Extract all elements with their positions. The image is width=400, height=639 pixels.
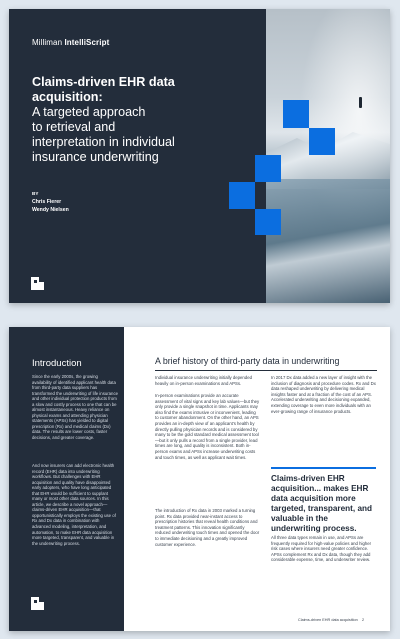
milliman-logo-icon	[31, 597, 44, 610]
cover-photo-glacier	[266, 9, 390, 303]
heading-divider	[155, 370, 377, 371]
by-label: BY	[32, 191, 39, 196]
blue-square-decoration	[229, 182, 255, 209]
body-paragraph: In 2017 Dx data added a new layer of insight with the inclusion of diagnosis and procedure codes. Rx and Dx data reshaped underwriting by delivering medical insights faster and at a fraction of the cost of an APS. Accelerated underwriting and decisioning expanded, extending coverage to even more individuals with an ever-growing range of insurance products.	[271, 375, 376, 414]
intro-paragraph: Since the early 2000s, the growing availability of identified applicant health data from third-party data suppliers has transformed the underwriting of life insurance and other individual protection products from a slow and costly process to one that can be almost instantaneous. Heavy reliance on physical exams and attending physician statements (APSs) has yielded to digital prescription (Rx) and medical claims (Dx) data. The results are lower costs, faster decisions, and greater coverage.	[32, 374, 118, 441]
page-number: 2	[361, 618, 365, 622]
photo-person-silhouette	[359, 97, 362, 108]
history-heading: A brief history of third-party data in underwriting	[155, 356, 340, 366]
cover-page	[9, 9, 390, 303]
cover-title-line: insurance underwriting	[32, 150, 159, 164]
cover-title-bold: Claims-driven EHR data acquisition:	[32, 75, 175, 104]
body-paragraph: The introduction of Rx data in 2003 marked a turning point. Rx data provided near-instant access to prescription histories that reveal health conditions and treatment patterns. This innovation significantly reduced underwriting touch times and opened the door to immediate decisioning and a greatly improved customer experience.	[155, 508, 260, 547]
brand-name: Milliman	[32, 38, 63, 47]
callout-divider	[271, 467, 376, 469]
page-footer	[298, 618, 364, 622]
blue-square-decoration	[255, 155, 281, 182]
body-paragraph: Individual insurance underwriting initially depended heavily on in-person examinations and APSs.	[155, 375, 252, 386]
cover-title-line: interpretation in individual	[32, 135, 175, 149]
cover-title-line: A targeted approach	[32, 105, 146, 119]
pull-quote: Claims-driven EHR acquisition... makes EHR data acquisition more targeted, transparent, and valuable in the underwriting process.	[271, 474, 373, 533]
blue-square-decoration	[283, 100, 309, 128]
author-name: Chris Fierer	[32, 199, 62, 205]
running-title: Claims-driven EHR data acquisition	[298, 618, 358, 622]
photo-ice-field	[266, 179, 390, 303]
body-paragraph: All three data types remain in use, and APSs are frequently required for high-value policies and higher risk cases where insurers need greater confidence. APSs complement Rx and Dx data, though they add considerable expense, time, and underwriter review.	[271, 535, 372, 563]
blue-square-decoration	[255, 209, 281, 235]
inside-page	[9, 327, 390, 631]
cover-title-line: to retrieval and	[32, 120, 116, 134]
brand-product: IntelliScript	[64, 38, 110, 47]
cover-title	[32, 75, 222, 165]
author-name: Wendy Nielsen	[32, 207, 69, 213]
intro-heading: Introduction	[32, 358, 82, 369]
blue-square-decoration	[309, 128, 335, 155]
intro-paragraph: And now insurers can add electronic health record (EHR) data into underwriting workflows. But challenges with EHR acquisition and quality have disappointed early adopters, who have long anticipated that EHR would be sufficient to supplant many or most other data sources. In this article, we describe a novel approach—claims-driven EHR acquisition—that opportunistically employs the existing use of Rx and Dx data in combination with advanced modeling, interpretation, and automation, to make EHR data acquisition more targeted, transparent, and valuable in the underwriting process.	[32, 463, 116, 546]
body-paragraph: In-person examinations provide an accurate assessment of vital signs and key lab values—but they only provide a single snapshot in time. Applicants may also find the exams intrusive or inconvenient, leading to customer abandonment. On the other hand, an APS provides an in-depth view of an applicant's health by directly pulling physician records and is considered by many to be the gold standard medical assessment tool—but it only pulls a record from a single provider, lead times are long, and quality is inconsistent. Both in-person exams and APSs increase underwriting costs and touch times, as well as applicant wait times.	[155, 393, 260, 460]
brand-wordmark	[32, 38, 109, 47]
milliman-logo-icon	[31, 277, 44, 290]
intro-sidebar	[9, 327, 124, 631]
